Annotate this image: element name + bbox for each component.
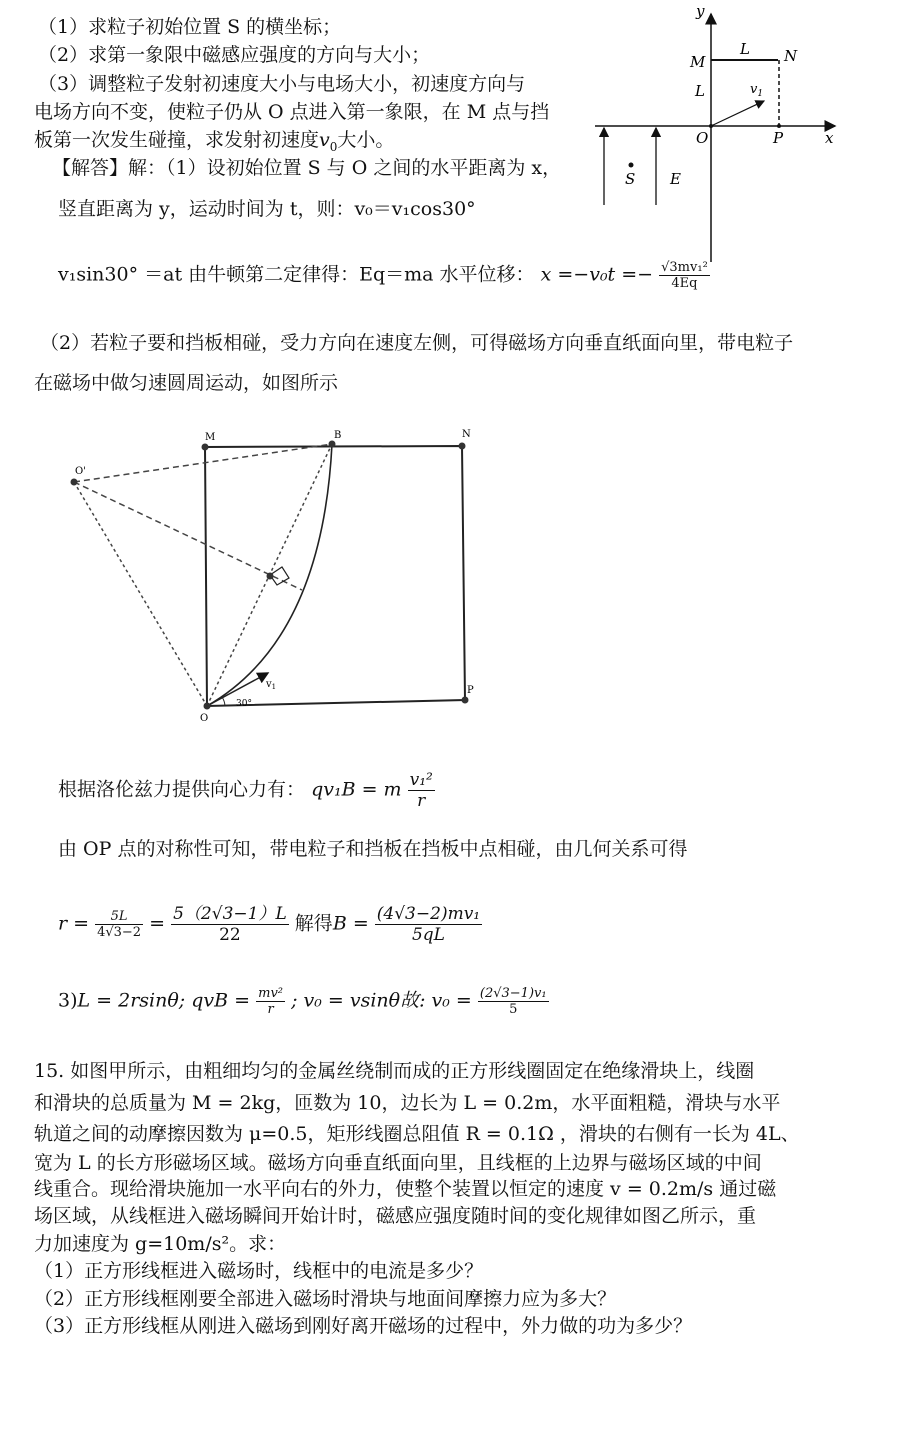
point-s [629, 163, 634, 168]
lorentz-line: 根据洛伦兹力提供向心力有： qv₁B = m $\frac{\text{v₁²}}{r}$ [58, 770, 433, 811]
problem15-line4: 宽为 L 的长方形磁场区域。磁场方向垂直纸面向里，且线框的上边界与磁场区域的中间 [34, 1152, 762, 1174]
label-v1: $v_1$ [266, 679, 277, 691]
answer-heading: 【解答】解：（1）设初始位置 S 与 O 之间的水平距离为 x， [52, 157, 562, 179]
velocity-v1-arrow [711, 101, 764, 126]
problem15-line6: 场区域，从线框进入磁场瞬间开始计时，磁感应强度随时间的变化规律如图乙所示，重 [34, 1205, 757, 1227]
label-m: M [205, 432, 216, 443]
part2-line1: （2）若粒子要和挡板相碰，受力方向在速度左侧，可得磁场方向垂直纸面向里，带电粒子 [40, 332, 794, 354]
label-o-prime: O' [75, 466, 86, 477]
radius-line: r = $\frac{5L}{4√3-2}$ = $\frac{5(2√3-1)L}{22}$ 解得B = $\frac{\text{(4√3−2)mv₁}}{5qL}$ [58, 904, 481, 945]
question-2: （2）求第一象限中磁感应强度的方向与大小； [38, 44, 431, 66]
label-e: E [670, 170, 681, 188]
dashed-o-prime-o [74, 482, 207, 706]
question-3-line1: （3）调整粒子发射初速度大小与电场大小，初速度方向与 [38, 73, 526, 95]
answer-line-2: 竖直距离为 y，运动时间为 t，则：v₀＝v₁cos30° [58, 198, 476, 220]
part3-line: 3)L = 2rsinθ; qvB = $\frac{\text{mv²}}{r}$ ; v₀ = vsinθ故: v₀ = $\frac{\text{(2√3−1)v₁}}{5}$ [58, 986, 547, 1017]
label-x: x [825, 129, 834, 147]
question-1: （1）求粒子初始位置 S 的横坐标； [38, 16, 342, 38]
label-o: O [696, 129, 709, 147]
point-o [204, 703, 211, 710]
problem15-line7: 力加速度为 g=10m/s²。求： [34, 1233, 287, 1255]
square-mnpo [205, 446, 465, 706]
point-p [462, 697, 469, 704]
problem15-line3: 轨道之间的动摩擦因数为 μ=0.5，矩形线圈总阻值 R = 0.1Ω ，滑块的右侧有一长为 4L、 [34, 1123, 800, 1145]
problem15-line1: 15. 如图甲所示，由粗细均匀的金属丝绕制而成的正方形线圈固定在绝缘滑块上，线圈 [34, 1060, 755, 1082]
coordinate-figure [592, 0, 892, 265]
circular-motion-figure [60, 420, 500, 740]
point-b [329, 441, 336, 448]
label-l-top: L [740, 40, 750, 58]
point-o [709, 124, 713, 128]
point-m [202, 444, 209, 451]
question-3-line3: 板第一次发生碰撞，求发射初速度$v_0$大小。 [34, 129, 395, 154]
question-3-line2: 电场方向不变，使粒子仍从 O 点进入第一象限，在 M 点与挡 [34, 101, 550, 123]
answer-line-3: v₁sin30° ＝at 由牛顿第二定律得：Eq＝ma 水平位移： x =−v₀t =− $\frac{\text{√3mv₁²}}{4Eq}$ [58, 260, 708, 291]
point-n [459, 443, 466, 450]
part2-line2: 在磁场中做匀速圆周运动，如图所示 [34, 372, 339, 394]
label-b: B [334, 430, 342, 441]
label-p: P [467, 685, 474, 696]
label-n: N [784, 47, 798, 65]
label-y: y [696, 2, 705, 20]
problem15-line2: 和滑块的总质量为 M = 2kg，匝数为 10，边长为 L = 0.2m，水平面粗糙，滑块与水平 [34, 1092, 781, 1114]
label-m: M [690, 53, 706, 71]
problem15-subq2: （2）正方形线框刚要全部进入磁场时滑块与地面间摩擦力应为多大？ [34, 1288, 617, 1310]
problem15-line5: 线重合。现给滑块施加一水平向右的外力，使整个装置以恒定的速度 v = 0.2m/s 通过磁 [34, 1178, 777, 1200]
label-angle: 30° [236, 699, 252, 709]
problem15-subq1: （1）正方形线框进入磁场时，线框中的电流是多少？ [34, 1260, 484, 1282]
problem15-subq3: （3）正方形线框从刚进入磁场到刚好离开磁场的过程中，外力做的功为多少？ [34, 1315, 693, 1337]
label-n: N [462, 429, 471, 440]
label-p: P [773, 129, 784, 147]
symmetry-line: 由 OP 点的对称性可知，带电粒子和挡板在挡板中点相碰，由几何关系可得 [58, 838, 688, 860]
label-v1: $v_1$ [750, 82, 764, 99]
label-s: S [625, 170, 636, 188]
label-o: O [200, 713, 209, 724]
point-mid [267, 573, 274, 580]
point-o-prime [71, 479, 78, 486]
point-p [777, 124, 781, 128]
label-l-left: L [695, 82, 705, 100]
